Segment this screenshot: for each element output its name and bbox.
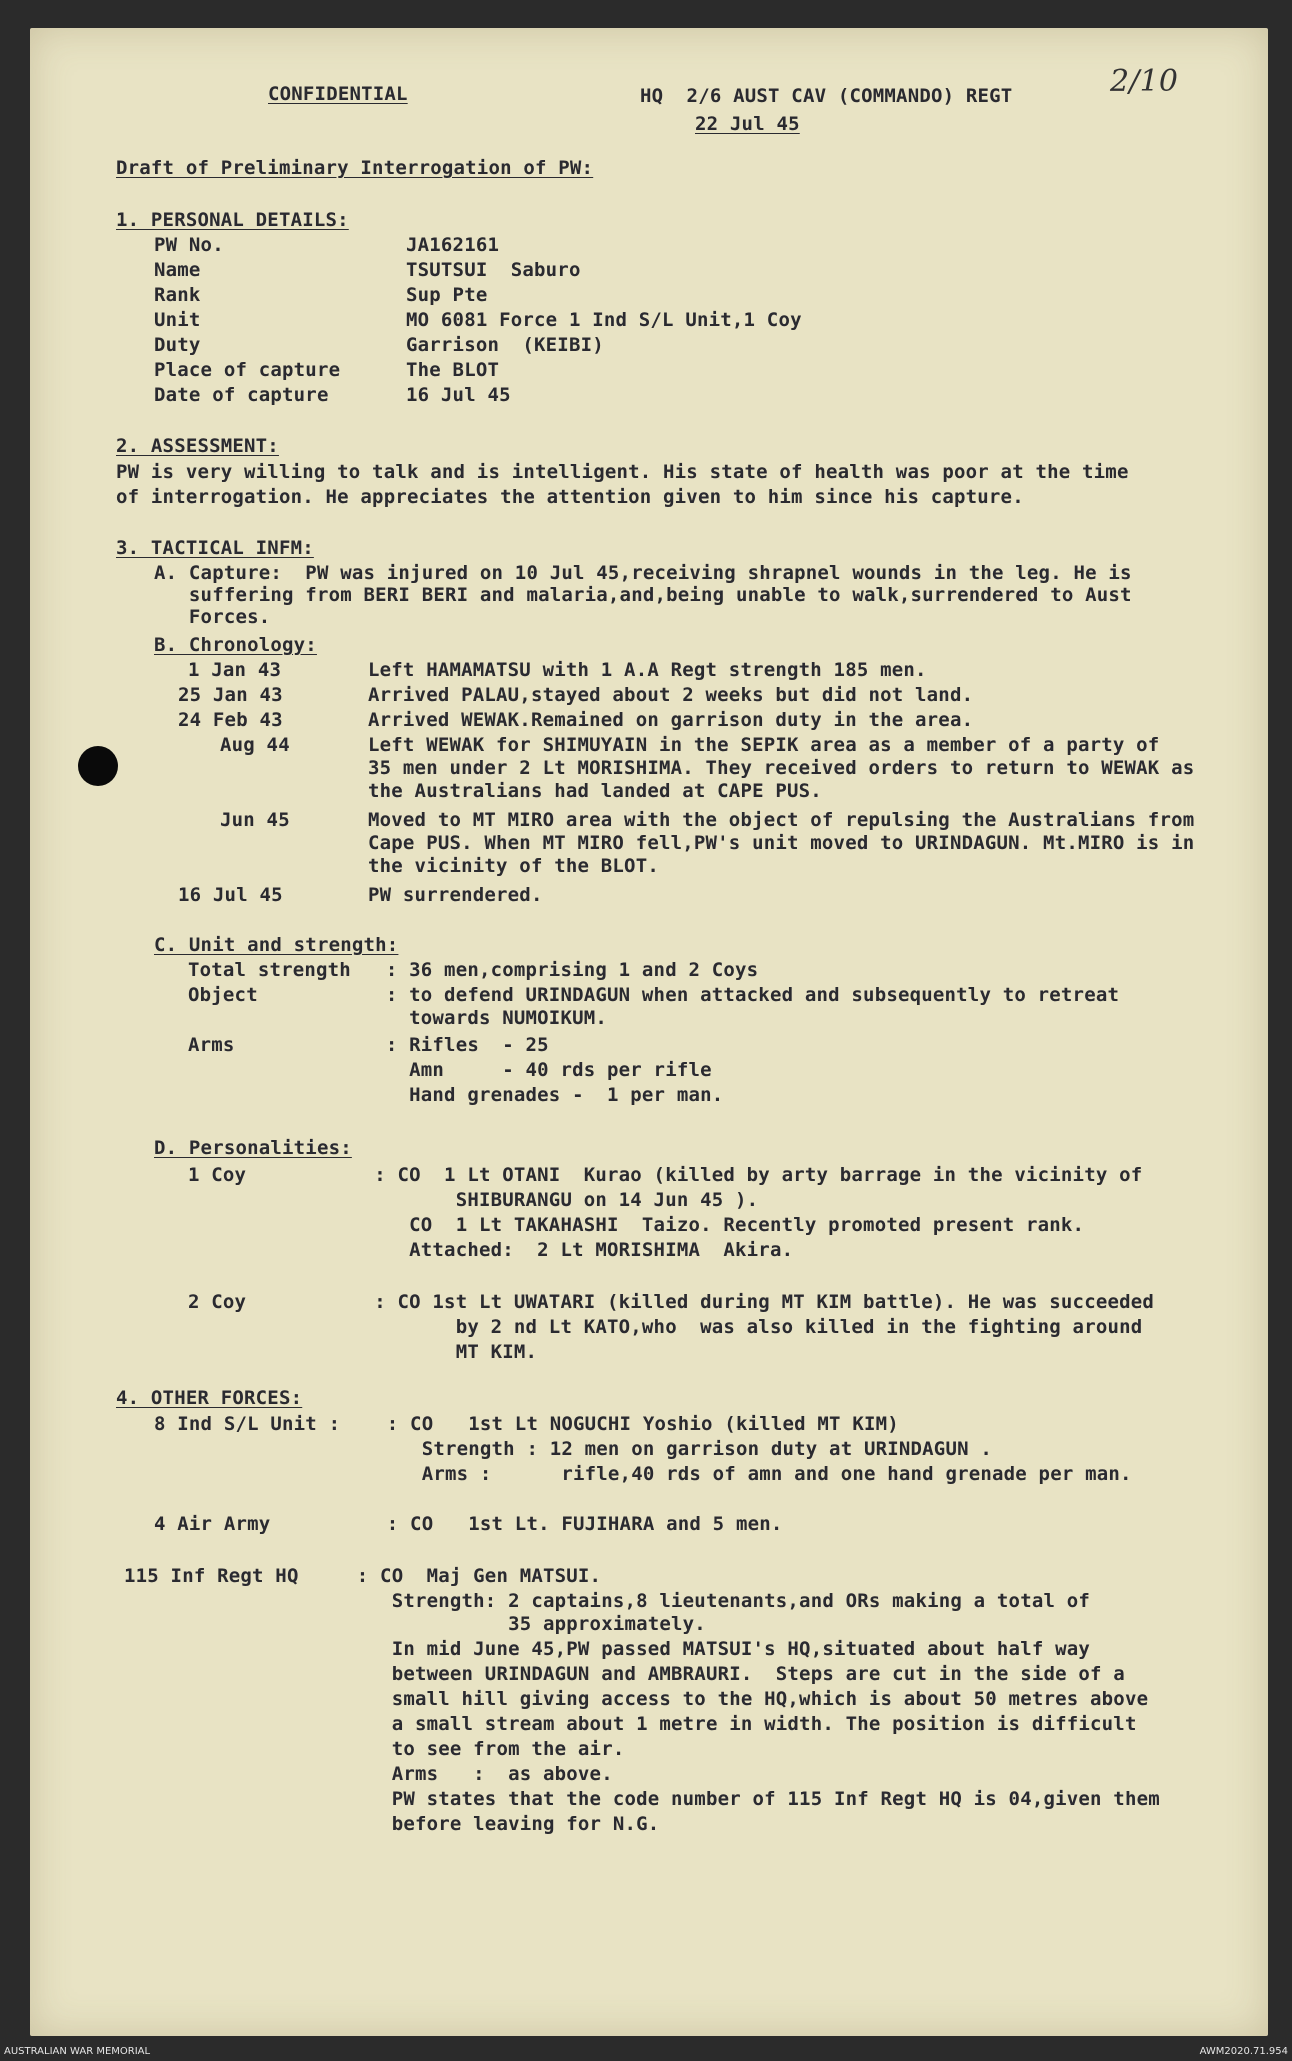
chronology-entry: Arrived WEWAK.Remained on garrison duty in the area. xyxy=(368,709,974,731)
section-personal-details-heading: 1. PERSONAL DETAILS: xyxy=(116,209,349,231)
chronology-entry: Cape PUS. When MT MIRO fell,PW's unit moved to URINDAGUN. Mt.MIRO is in xyxy=(368,832,1195,854)
other-forces-line: to see from the air. xyxy=(124,1738,625,1760)
hq-heading: HQ 2/6 AUST CAV (COMMANDO) REGT xyxy=(640,85,1013,107)
other-forces-line: between URINDAGUN and AMBRAURI. Steps are cut in the side of a xyxy=(124,1663,1125,1685)
detail-value: MO 6081 Force 1 Ind S/L Unit,1 Coy xyxy=(406,309,802,331)
other-forces-line: 8 Ind S/L Unit : : CO 1st Lt NOGUCHI Yoshio (killed MT KIM) xyxy=(154,1413,899,1435)
section-tactical-heading: 3. TACTICAL INFM: xyxy=(116,537,314,559)
other-forces-line: 115 Inf Regt HQ : CO Maj Gen MATSUI. xyxy=(124,1565,602,1587)
document-title: Draft of Preliminary Interrogation of PW: xyxy=(116,157,594,179)
archive-reference: AWM2020.71.954 xyxy=(1199,2046,1288,2057)
chronology-entry: the vicinity of the BLOT. xyxy=(368,855,659,877)
detail-label: Rank xyxy=(154,284,201,306)
other-forces-line: small hill giving access to the HQ,which is about 50 metres above xyxy=(124,1688,1149,1710)
detail-label: Place of capture xyxy=(154,359,341,381)
personalities-line: 2 Coy : CO 1st Lt UWATARI (killed during MT KIM battle). He was succeeded xyxy=(188,1291,1155,1313)
detail-label: Unit xyxy=(154,309,201,331)
personalities-line: MT KIM. xyxy=(188,1341,538,1363)
punch-hole xyxy=(78,746,118,786)
other-forces-line: 35 approximately. xyxy=(124,1613,706,1635)
personalities-line: CO 1 Lt TAKAHASHI Taizo. Recently promoted present rank. xyxy=(188,1214,1085,1236)
chronology-date: Aug 44 xyxy=(220,734,290,756)
assessment-line: PW is very willing to talk and is intelligent. His state of health was poor at the time xyxy=(116,461,1129,483)
confidential-mark: CONFIDENTIAL xyxy=(268,83,408,105)
unit-strength-line: Total strength : 36 men,comprising 1 and 2 Coys xyxy=(188,959,759,981)
detail-value: Garrison (KEIBI) xyxy=(406,334,604,356)
page-mark: 2/10 xyxy=(1110,64,1179,99)
detail-value: Sup Pte xyxy=(406,284,488,306)
detail-label: Date of capture xyxy=(154,384,329,406)
other-forces-line: a small stream about 1 metre in width. The position is difficult xyxy=(124,1713,1137,1735)
other-forces-line: In mid June 45,PW passed MATSUI's HQ,situated about half way xyxy=(124,1638,1091,1660)
chronology-entry: the Australians had landed at CAPE PUS. xyxy=(368,780,822,802)
assessment-line: of interrogation. He appreciates the attention given to him since his capture. xyxy=(116,486,1024,508)
unit-strength-line: Amn - 40 rds per rifle xyxy=(188,1059,712,1081)
detail-value: TSUTSUI Saburo xyxy=(406,259,581,281)
unit-strength-heading: C. Unit and strength: xyxy=(154,934,399,956)
capture-line: suffering from BERI BERI and malaria,and,being unable to walk,surrendered to Aust xyxy=(154,584,1132,606)
personalities-line: Attached: 2 Lt MORISHIMA Akira. xyxy=(188,1239,794,1261)
other-forces-line: Arms : as above. xyxy=(124,1763,613,1785)
capture-line: Forces. xyxy=(154,606,271,628)
detail-value: 16 Jul 45 xyxy=(406,384,511,406)
personalities-line: 1 Coy : CO 1 Lt OTANI Kurao (killed by arty barrage in the vicinity of xyxy=(188,1164,1143,1186)
other-forces-line: Strength : 12 men on garrison duty at URINDAGUN . xyxy=(154,1438,993,1460)
chronology-date: 25 Jan 43 xyxy=(178,684,283,706)
document-date: 22 Jul 45 xyxy=(695,113,800,135)
capture-line: A. Capture: PW was injured on 10 Jul 45,receiving shrapnel wounds in the leg. He is xyxy=(154,562,1132,584)
chronology-date: Jun 45 xyxy=(220,809,290,831)
chronology-date: 16 Jul 45 xyxy=(178,884,283,906)
detail-value: JA162161 xyxy=(406,234,500,256)
unit-strength-line: towards NUMOIKUM. xyxy=(188,1007,608,1029)
personalities-line: by 2 nd Lt KATO,who was also killed in the fighting around xyxy=(188,1316,1143,1338)
chronology-entry: Left HAMAMATSU with 1 A.A Regt strength 185 men. xyxy=(368,659,927,681)
personalities-heading: D. Personalities: xyxy=(154,1137,352,1159)
other-forces-line: 4 Air Army : CO 1st Lt. FUJIHARA and 5 men. xyxy=(154,1513,783,1535)
chronology-date: 1 Jan 43 xyxy=(188,659,282,681)
section-assessment-heading: 2. ASSESSMENT: xyxy=(116,435,279,457)
document-page xyxy=(30,28,1268,2036)
unit-strength-line: Object : to defend URINDAGUN when attacked and subsequently to retreat xyxy=(188,984,1120,1006)
chronology-entry: Left WEWAK for SHIMUYAIN in the SEPIK area as a member of a party of xyxy=(368,734,1160,756)
unit-strength-line: Arms : Rifles - 25 xyxy=(188,1034,549,1056)
personalities-line: SHIBURANGU on 14 Jun 45 ). xyxy=(188,1189,759,1211)
detail-label: PW No. xyxy=(154,234,224,256)
chronology-heading: B. Chronology: xyxy=(154,634,317,656)
unit-strength-line: Hand grenades - 1 per man. xyxy=(188,1084,724,1106)
chronology-entry: PW surrendered. xyxy=(368,884,543,906)
other-forces-line: PW states that the code number of 115 Inf Regt HQ is 04,given them xyxy=(124,1788,1160,1810)
detail-label: Name xyxy=(154,259,201,281)
chronology-entry: Moved to MT MIRO area with the object of repulsing the Australians from xyxy=(368,809,1195,831)
detail-value: The BLOT xyxy=(406,359,500,381)
section-other-forces-heading: 4. OTHER FORCES: xyxy=(116,1387,303,1409)
other-forces-line: before leaving for N.G. xyxy=(124,1813,660,1835)
chronology-date: 24 Feb 43 xyxy=(178,709,283,731)
other-forces-line: Arms : rifle,40 rds of amn and one hand grenade per man. xyxy=(154,1463,1132,1485)
archive-credit: AUSTRALIAN WAR MEMORIAL xyxy=(4,2046,151,2057)
detail-label: Duty xyxy=(154,334,201,356)
other-forces-line: Strength: 2 captains,8 lieutenants,and ORs making a total of xyxy=(124,1590,1091,1612)
chronology-entry: Arrived PALAU,stayed about 2 weeks but did not land. xyxy=(368,684,974,706)
chronology-entry: 35 men under 2 Lt MORISHIMA. They received orders to return to WEWAK as xyxy=(368,757,1195,779)
